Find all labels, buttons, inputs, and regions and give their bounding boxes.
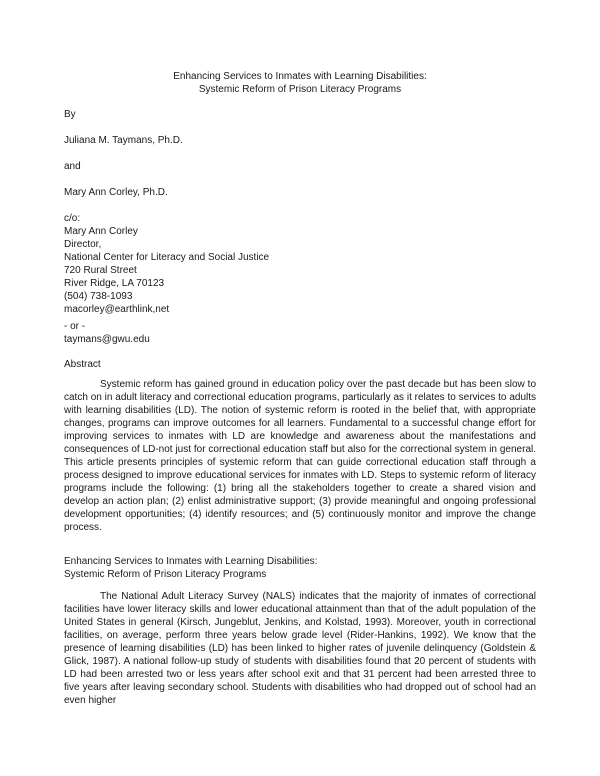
and-label: and: [64, 161, 81, 172]
title-line-1: Enhancing Services to Inmates with Learning Disabilities:: [173, 71, 427, 82]
author-1: Juliana M. Taymans, Ph.D.: [64, 135, 183, 146]
body-paragraph: [64, 590, 536, 707]
co-label: c/o:: [64, 213, 81, 224]
body-text: The National Adult Literacy Survey (NALS) indicates that the majority of inmates of correctional facilities have lower literacy skills and lower educational attainment than that of the adult population of the United States in general (Kirsch, Jungeblut, Jenkins, and Kolstad, 1993). Moreover, youth in correctional facilities, on average, perform three years below grade level (Rider-Hankins, 1992). We know that the presence of learning disabilities (LD) has been linked to higher rates of juvenile delinquency (Goldstein & Glick, 1987). A national follow-up study of students with disabilities found that 20 percent of students with LD had been arrested two or less years after school exit and that 31 percent had been arrested three to five years after leaving secondary school. Students with disabilities who had dropped out of school had an even higher: [64, 591, 536, 706]
section-heading: [64, 555, 536, 581]
abstract-heading: Abstract: [64, 359, 101, 370]
or-label: - or -: [64, 321, 86, 332]
document-title: [64, 70, 536, 96]
contact-phone: (504) 738-1093: [64, 291, 133, 302]
contact-role: Director,: [64, 239, 102, 250]
abstract-paragraph: [64, 378, 536, 534]
author-2: Mary Ann Corley, Ph.D.: [64, 187, 168, 198]
contact-street: 720 Rural Street: [64, 265, 137, 276]
contact-city: River Ridge, LA 70123: [64, 278, 165, 289]
contact-block: [64, 212, 536, 316]
section-heading-line-1: Enhancing Services to Inmates with Learning Disabilities:: [64, 556, 318, 567]
contact-email: macorley@earthlink,net: [64, 304, 170, 315]
contact-name: Mary Ann Corley: [64, 226, 138, 237]
title-line-2: Systemic Reform of Prison Literacy Programs: [198, 84, 402, 95]
contact-org: National Center for Literacy and Social Justice: [64, 252, 270, 263]
alt-email: taymans@gwu.edu: [64, 334, 150, 345]
section-heading-line-2: Systemic Reform of Prison Literacy Programs: [64, 569, 267, 580]
by-label: By: [64, 109, 76, 120]
abstract-text: Systemic reform has gained ground in education policy over the past decade but has been slow to catch on in adult literacy and correctional education programs, particularly as it relates to services to adults with learning disabilities (LD). The notion of systemic reform is rooted in the belief that, with appropriate changes, programs can improve outcomes for all learners. Fundamental to a successful change effort for improving services to inmates with LD are knowledge and awareness about the manifestations and consequences of LD-not just for correctional education staff but also for the correctional system in general. This article presents principles of systemic reform that can guide correctional education staff through a process designed to improve educational services for inmates with LD. Steps to systemic reform of literacy programs include the following: (1) bring all the stakeholders together to create a shared vision and develop an action plan; (2) enlist administrative support; (3) provide meaningful and ongoing professional development opportunities; (4) identify resources; and (5) continuously monitor and improve the change process.: [64, 379, 536, 533]
